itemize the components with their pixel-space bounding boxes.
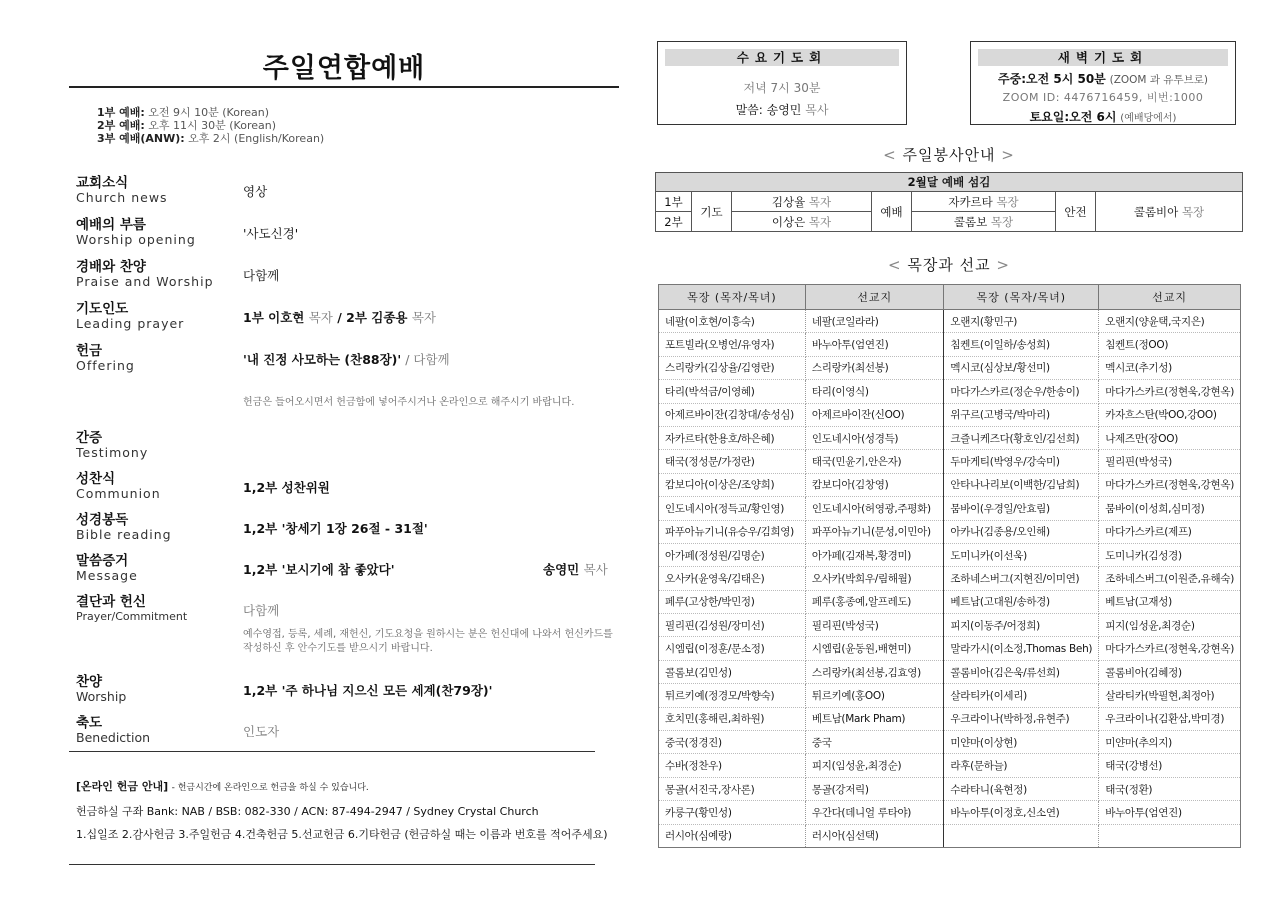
cell-mission: 바누아투(엄연진) (1099, 801, 1241, 824)
cell-mission: 베트남(Mark Pham) (805, 707, 944, 730)
table-row (659, 590, 1241, 613)
cell-mission: 바누아투(엄연진) (805, 333, 944, 356)
order-item-benediction: 축도 Benediction 인도자 (76, 715, 280, 745)
cell-group: 호치민(홍해린,최하원) (659, 707, 806, 730)
cell-group: 우크라이나(박하정,유현주) (944, 707, 1099, 730)
table-row (659, 543, 1241, 566)
cell-mission: 인도네시아(성경득) (805, 426, 944, 449)
duty-header: 2월달 예배 섬김 (656, 173, 1243, 192)
cell-group: 스리랑카(김상율/김영란) (659, 356, 806, 379)
cell-group: 콜롬비아(김은욱/류선희) (944, 660, 1099, 683)
table-row (659, 380, 1241, 403)
cell-mission: 나제즈만(장OO) (1099, 426, 1241, 449)
cell-mission: 콜롬비아(김혜정) (1099, 660, 1241, 683)
cell-mission: 스리랑카(최선봉,김효영) (805, 660, 944, 683)
cell-mission: 파푸아뉴기니(문성,이민아) (805, 520, 944, 543)
cell-mission: 아제르바이잔(신OO) (805, 403, 944, 426)
table-row (659, 333, 1241, 356)
cell-group: 살라티카(이세리) (944, 684, 1099, 707)
cell-mission: 침켄트(정OO) (1099, 333, 1241, 356)
cell-mission: 마다가스카르(제프) (1099, 520, 1241, 543)
order-item-communion: 성찬식 Communion 1,2부 성찬위원 (76, 471, 330, 501)
cell-group: 베트남(고대원/송하경) (944, 590, 1099, 613)
cell-group: 페루(고상한/박민정) (659, 590, 806, 613)
cell-mission: 오랜지(양윤택,국지은) (1099, 310, 1241, 333)
cell-mission: 도미니카(김성경) (1099, 543, 1241, 566)
table-row (659, 637, 1241, 660)
cell-mission: 중국 (805, 731, 944, 754)
service-schedule (97, 106, 324, 145)
table-row (659, 614, 1241, 637)
table-row (659, 731, 1241, 754)
cell-group: 인도네시아(정득교/황인영) (659, 497, 806, 520)
commitment-note: 예수영접, 등록, 세례, 재헌신, 기도요청을 원하시는 분은 헌신대에 나와서 헌신카드를 작성하신 후 안수기도를 받으시기 바랍니다. (243, 629, 613, 654)
cell-mission: 필리핀(박성국) (805, 614, 944, 637)
wednesday-speaker: 말씀: 송영민 목사 (735, 103, 829, 117)
mission-table: 목장 (목자/목녀) 선교지 목장 (목자/목녀) 선교지 네팔(이호현/이흥숙) 네팔(코일라라) 오랜지(황민구) 오랜지(양윤택,국지은) 포트빌라(오병언/유영자) 바누아투(엄연진) 침켄트(이일하/송성희) 침켄트(정OO) 스리랑카(김상율/김영란) 스리랑카(최선봉) 멕시코(심상보/황선미) 멕시코(추기성) 타리(박석금/이영혜) 타리(이영식) 마다가스카르(정순우/한송이) 마다가스카르(정현욱,강현옥) 아제르바이잔(김창대/송성심) 아제르바이잔(신OO) 위구르(고병국/박마리) 카자흐스탄(박OO,강OO) 자카르타(한용호/하은혜) 인도네시아(성경득) 크즐니케즈다(황호인/김선희) 나제즈만(장OO) 태국(정성문/가정란) 태국(민윤기,안은자) 두마게티(박영우/강숙미) 필리핀(박성국) 캄보디아(이상은/조양희) 캄보디아(김창영) 안타나나리보(이백한/김남희) 마다가스카르(정현욱,강현옥) 인도네시아(정득교/황인영) 인도네시아(허영광,주평화) 뭄바이(우경일/안효림) 뭄바이(이성희,심미정) 파푸아뉴기니(유승우/김희영) 파푸아뉴기니(문성,이민아) 아카나(김종용/오인해) 마다가스카르(제프) 아가페(정성원/김명순) 아가페(김재복,황경미) 도미니카(이선욱) 도미니카(김성경) 오사카(윤영욱/김태은) 오사카(박희우/림해월) 조하네스버그(지현진/이미연) 조하네스버그(이원준,유해숙) 페루(고상한/박민정) 페루(홍종예,알프레도) 베트남(고대원/송하경) 베트남(고재성) 필리핀(김성원/장미선) 필리핀(박성국) 피지(이동주/어정희) 피지(임성윤,최경순) 시엠립(이정훈/문소정) 시엠립(윤동원,배현미) 말라가시(이소정,Thomas Beh) 마다가스카르(정현욱,강현옥) 콜롬보(김민성) 스리랑카(최선봉,김효영) 콜롬비아(김은욱/류선희) 콜롬비아(김혜정) 튀르키예(정경모/박향숙) 튀르키예(홍OO) 살라티카(이세리) 살라티카(박필현,최정아) 호치민(홍해린,최하원) 베트남(Mark Pham) 우크라이나(박하정,유현주) 우크라이나(김환삼,박미경) 중국(정경진) 중국 미얀마(이상현) 미얀마(추의지) 수바(정찬우) 피지(임성윤,최경순) 라후(문하늘) 태국(강병선) 몽골(서진국,장사론) 몽골(강저릭) 수라타니(육현정) 태국(정환) 카룽구(황민성) 우간다(데니얼 루타야) 바누아투(이정호,신소연) 바누아투(엄연진) 러시아(심예랑) 러시아(심선택) (658, 284, 1241, 848)
cell-mission: 마다가스카르(정현욱,강현옥) (1099, 473, 1241, 496)
table-row (659, 450, 1241, 473)
order-item-prayer: 기도인도 Leading prayer 1부 이호현 목자 / 2부 김종용 목자 (76, 301, 437, 331)
cell-mission: 필리핀(박성국) (1099, 450, 1241, 473)
cell-mission: 피지(임성윤,최경순) (805, 754, 944, 777)
right-page (640, 0, 1280, 905)
cell-mission: 캄보디아(김창영) (805, 473, 944, 496)
cell-group: 마다가스카르(정순우/한송이) (944, 380, 1099, 403)
cell-mission: 미얀마(추의지) (1099, 731, 1241, 754)
cell-mission: 태국(정환) (1099, 777, 1241, 800)
order-item-praise: 경배와 찬양 Praise and Worship 다함께 (76, 259, 280, 289)
cell-mission: 베트남(고재성) (1099, 590, 1241, 613)
cell-group: 바누아투(이정호,신소연) (944, 801, 1099, 824)
cell-group: 크즐니케즈다(황호인/김선희) (944, 426, 1099, 449)
order-item-commitment: 결단과 헌신 Prayer/Commitment 다함께 예수영접, 등록, 세례, 재헌신, 기도요청을 원하시는 분은 헌신대에 나와서 헌신카드를 작성하신 후 안수기도를 받으시기 바랍니다. (76, 595, 616, 624)
wednesday-prayer-title: 수요기도회 (665, 49, 899, 66)
table-row (659, 403, 1241, 426)
order-item-testimony: 간증 Testimony (76, 430, 149, 460)
cell-group: 조하네스버그(지현진/이미연) (944, 567, 1099, 590)
cell-mission: 스리랑카(최선봉) (805, 356, 944, 379)
prayer-leaders: 1부 이호현 목자 / 2부 김종용 목자 (243, 310, 437, 325)
cell-group: 자카르타(한용호/하은혜) (659, 426, 806, 449)
order-item-bible-reading: 성경봉독 Bible reading 1,2부 '창세기 1장 26절 - 31절' (76, 512, 428, 542)
cell-group: 침켄트(이일하/송성희) (944, 333, 1099, 356)
wednesday-prayer-box (657, 41, 907, 125)
cell-group: 라후(문하늘) (944, 754, 1099, 777)
cell-mission: 오사카(박희우/림해월) (805, 567, 944, 590)
cell-mission: 네팔(코일라라) (805, 310, 944, 333)
cell-group: 필리핀(김성원/장미선) (659, 614, 806, 637)
cell-mission: 몽골(강저릭) (805, 777, 944, 800)
cell-group: 타리(박석금/이영혜) (659, 380, 806, 403)
cell-mission: 러시아(심선택) (805, 824, 944, 847)
cell-mission (1099, 824, 1241, 847)
table-row (659, 497, 1241, 520)
mission-title: < 목장과 선교 > (888, 256, 1010, 274)
cell-group: 도미니카(이선욱) (944, 543, 1099, 566)
cell-group: 시엠립(이정훈/문소정) (659, 637, 806, 660)
cell-group: 아카나(김종용/오인해) (944, 520, 1099, 543)
cell-mission: 조하네스버그(이원준,유해숙) (1099, 567, 1241, 590)
cell-group: 네팔(이호현/이흥숙) (659, 310, 806, 333)
cell-mission: 인도네시아(허영광,주평화) (805, 497, 944, 520)
cell-group: 아제르바이잔(김창대/송성심) (659, 403, 806, 426)
table-row (659, 824, 1241, 847)
order-item-worship: 찬양 Worship 1,2부 '주 하나님 지으신 모든 세계(찬79장)' (76, 674, 493, 704)
cell-mission: 우크라이나(김환삼,박미경) (1099, 707, 1241, 730)
cell-group: 아가페(정성원/김명순) (659, 543, 806, 566)
cell-mission: 페루(홍종예,알프레도) (805, 590, 944, 613)
cell-mission: 태국(민윤기,안은자) (805, 450, 944, 473)
cell-group: 오랜지(황민구) (944, 310, 1099, 333)
cell-group: 몽골(서진국,장사론) (659, 777, 806, 800)
cell-group: 위구르(고병국/박마리) (944, 403, 1099, 426)
online-offering-heading: [온라인 헌금 안내] - 헌금시간에 온라인으로 헌금을 하실 수 있습니다. (76, 780, 369, 793)
cell-group: 튀르키예(정경모/박향숙) (659, 684, 806, 707)
cell-mission: 살라티카(박필현,최정아) (1099, 684, 1241, 707)
title-divider (69, 86, 619, 88)
service-duty-title: < 주일봉사안내 > (883, 146, 1015, 164)
online-offering-types: 1.십일조 2.감사헌금 3.주일헌금 4.건축헌금 5.선교헌금 6.기타헌금 (헌금하실 때는 이름과 번호를 적어주세요) (76, 828, 608, 841)
order-item-worship-opening: 예배의 부름 Worship opening '사도신경' (76, 217, 299, 247)
order-item-offering: 헌금 Offering '내 진정 사모하는 (찬88장)' / 다함께 헌금은 들어오시면서 헌금함에 넣어주시거나 온라인으로 해주시기 바랍니다. (76, 344, 616, 373)
table-row (659, 310, 1241, 333)
cell-group: 안타나나리보(이백한/김남희) (944, 473, 1099, 496)
online-divider-bottom (69, 864, 595, 865)
cell-mission: 마다가스카르(정현욱,강현옥) (1099, 380, 1241, 403)
cell-group: 포트빌라(오병언/유영자) (659, 333, 806, 356)
cell-group: 멕시코(심상보/황선미) (944, 356, 1099, 379)
cell-group: 미얀마(이상현) (944, 731, 1099, 754)
cell-mission: 멕시코(추기성) (1099, 356, 1241, 379)
dawn-prayer-box (970, 41, 1236, 125)
cell-mission: 카자흐스탄(박OO,강OO) (1099, 403, 1241, 426)
table-row (659, 777, 1241, 800)
cell-group: 콜롬보(김민성) (659, 660, 806, 683)
table-row (659, 567, 1241, 590)
cell-group: 말라가시(이소정,Thomas Beh) (944, 637, 1099, 660)
table-row (659, 754, 1241, 777)
cell-mission: 피지(임성윤,최경순) (1099, 614, 1241, 637)
online-bank-info: 헌금하실 구좌 Bank: NAB / BSB: 082-330 / ACN: 87-494-2947 / Sydney Crystal Church (76, 805, 539, 818)
table-row (659, 426, 1241, 449)
order-item-message: 말씀증거 Message 1,2부 '보시기에 참 좋았다' 송영민 목사 (76, 553, 608, 583)
cell-group: 뭄바이(우경일/안효림) (944, 497, 1099, 520)
table-row (659, 520, 1241, 543)
cell-group: 캄보디아(이상은/조양희) (659, 473, 806, 496)
online-divider-top (69, 751, 595, 752)
dawn-zoom: ZOOM ID: 4476716459, 비번:1000 (1002, 91, 1204, 104)
table-row (659, 707, 1241, 730)
cell-group (944, 824, 1099, 847)
schedule-line: 2부 예배: 오후 11시 30분 (Korean) (97, 119, 276, 132)
schedule-line: 3부 예배(ANW): 오후 2시 (English/Korean) (97, 132, 325, 145)
cell-group: 수바(정찬우) (659, 754, 806, 777)
wednesday-time: 저녁 7시 30분 (743, 81, 821, 95)
cell-group: 카룽구(황민성) (659, 801, 806, 824)
cell-mission: 시엠립(윤동원,배현미) (805, 637, 944, 660)
dawn-saturday: 토요일:오전 6시 (예배당에서) (1029, 110, 1177, 124)
table-row (659, 356, 1241, 379)
page-title: 주일연합예배 (262, 53, 426, 84)
cell-group: 러시아(심예랑) (659, 824, 806, 847)
table-row (659, 660, 1241, 683)
cell-group: 피지(이동주/어정희) (944, 614, 1099, 637)
cell-group: 파푸아뉴기니(유승우/김희영) (659, 520, 806, 543)
cell-mission: 우간다(데니얼 루타야) (805, 801, 944, 824)
preacher: 송영민 목사 (543, 562, 608, 577)
offering-note: 헌금은 들어오시면서 헌금함에 넣어주시거나 온라인으로 해주시기 바랍니다. (243, 397, 575, 408)
cell-mission: 튀르키예(홍OO) (805, 684, 944, 707)
cell-mission: 아가페(김재복,황경미) (805, 543, 944, 566)
order-item-church-news: 교회소식 Church news 영상 (76, 175, 268, 205)
table-row (659, 801, 1241, 824)
schedule-line: 1부 예배: 오전 9시 10분 (Korean) (97, 106, 269, 119)
table-row (659, 684, 1241, 707)
cell-group: 중국(정경진) (659, 731, 806, 754)
cell-mission: 뭄바이(이성희,심미정) (1099, 497, 1241, 520)
cell-mission: 타리(이영식) (805, 380, 944, 403)
table-row (659, 473, 1241, 496)
dawn-prayer-title: 새벽기도회 (978, 49, 1228, 66)
cell-group: 오사카(윤영욱/김태은) (659, 567, 806, 590)
duty-table: 2월달 예배 섬김 1부 기도 김상율 목자 예배 자카르타 목장 안전 콜롬비아 목장 2부 이상은 목자 콜롬보 목장 (655, 172, 1243, 232)
cell-mission: 태국(강병선) (1099, 754, 1241, 777)
cell-mission: 마다가스카르(정현욱,강현옥) (1099, 637, 1241, 660)
cell-group: 수라타니(육현정) (944, 777, 1099, 800)
cell-group: 두마게티(박영우/강숙미) (944, 450, 1099, 473)
dawn-weekday: 주중:오전 5시 50분 (ZOOM 과 유투브로) (998, 72, 1208, 86)
cell-group: 태국(정성문/가정란) (659, 450, 806, 473)
